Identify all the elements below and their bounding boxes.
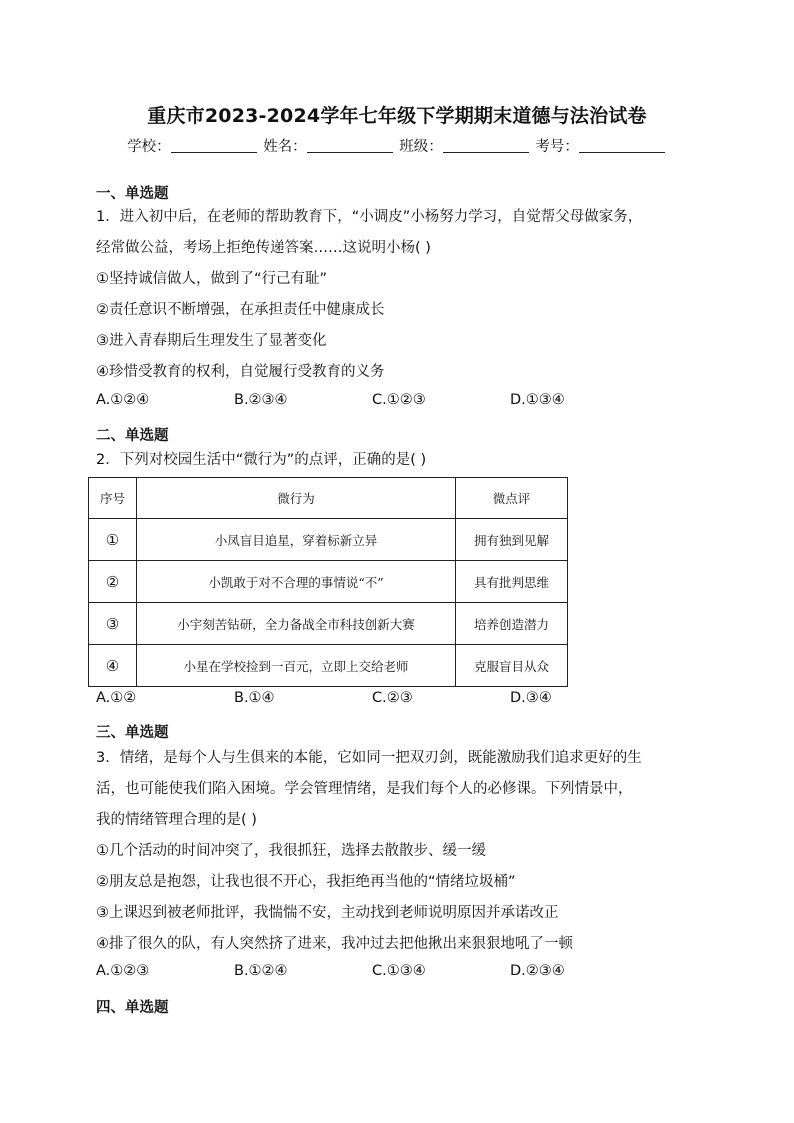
q3-statement: ③上课迟到被老师批评，我惴惴不安，主动找到老师说明原因并承诺改正	[96, 905, 559, 921]
q3-stem-line: 我的情绪管理合理的是( )	[96, 812, 257, 828]
choice-a[interactable]: A.①②④	[96, 392, 150, 408]
table-row	[89, 519, 568, 561]
table-row	[89, 603, 568, 645]
table-cell: 培养创造潜力	[456, 603, 568, 645]
q1-statement: ①坚持诚信做人，做到了“行己有耻”	[96, 271, 328, 287]
table-cell: ②	[89, 561, 137, 603]
q3-statement: ④排了很久的队，有人突然挤了进来，我冲过去把他揪出来狠狠地吼了一顿	[96, 936, 573, 952]
q1-statement: ④珍惜受教育的权利，自觉履行受教育的义务	[96, 364, 385, 380]
choice-d[interactable]: D.②③④	[510, 963, 565, 979]
table-cell: 小凤盲目追星，穿着标新立异	[137, 519, 456, 561]
table-header: 微行为	[137, 478, 456, 519]
table-cell: ①	[89, 519, 137, 561]
table-header: 序号	[89, 478, 137, 519]
table-cell: 具有批判思维	[456, 561, 568, 603]
table-cell: ③	[89, 603, 137, 645]
q3-statement: ②朋友总是抱怨，让我也很不开心，我拒绝再当他的“情绪垃圾桶”	[96, 874, 516, 890]
q1-statement: ②责任意识不断增强，在承担责任中健康成长	[96, 302, 385, 318]
choice-a[interactable]: A.①②③	[96, 963, 150, 979]
id-label: 考号：	[535, 139, 579, 155]
section-heading: 四、单选题	[96, 1000, 169, 1016]
table-header-row	[89, 478, 568, 519]
choice-b[interactable]: B.①②④	[234, 963, 288, 979]
q3-stem-line: 活，也可能使我们陷入困境。学会管理情绪，是我们每个人的必修课。下列情景中，	[96, 781, 633, 797]
behavior-table	[88, 477, 568, 687]
class-blank[interactable]	[443, 139, 529, 153]
choice-a[interactable]: A.①②	[96, 690, 137, 706]
name-label: 姓名：	[263, 139, 307, 155]
choice-b[interactable]: B.②③④	[234, 392, 288, 408]
table-cell: 小凯敢于对不合理的事情说“不”	[137, 561, 456, 603]
class-label: 班级：	[399, 139, 443, 155]
table-cell: 克服盲目从众	[456, 645, 568, 687]
choice-d[interactable]: D.①③④	[510, 392, 565, 408]
section-heading: 三、单选题	[96, 725, 169, 741]
id-blank[interactable]	[579, 139, 665, 153]
page-title: 重庆市2023-2024学年七年级下学期期末道德与法治试卷	[147, 105, 647, 127]
table-row	[89, 645, 568, 687]
table-cell: 小宇刻苦钻研，全力备战全市科技创新大赛	[137, 603, 456, 645]
table-cell: ④	[89, 645, 137, 687]
table-row	[89, 561, 568, 603]
table-cell: 拥有独到见解	[456, 519, 568, 561]
q3-statement: ①几个活动的时间冲突了，我很抓狂，选择去散散步、缓一缓	[96, 843, 486, 859]
q2-stem: 2．下列对校园生活中“微行为”的点评，正确的是( )	[96, 452, 427, 468]
q3-stem-line: 3．情绪，是每个人与生俱来的本能，它如同一把双刃剑，既能激励我们追求更好的生	[96, 750, 642, 766]
section-heading: 一、单选题	[96, 186, 169, 202]
choice-c[interactable]: C.①②③	[372, 392, 426, 408]
student-info-line	[0, 135, 794, 156]
q1-stem-line: 经常做公益，考场上拒绝传递答案……这说明小杨( )	[96, 240, 431, 256]
school-label: 学校：	[127, 139, 171, 155]
choice-b[interactable]: B.①④	[234, 690, 275, 706]
choice-c[interactable]: C.①③④	[372, 963, 426, 979]
school-blank[interactable]	[171, 139, 257, 153]
q1-stem-line: 1．进入初中后，在老师的帮助教育下，“小调皮”小杨努力学习，自觉帮父母做家务，	[96, 209, 643, 225]
section-heading: 二、单选题	[96, 428, 169, 444]
q1-statement: ③进入青春期后生理发生了显著变化	[96, 333, 327, 349]
table-cell: 小星在学校捡到一百元，立即上交给老师	[137, 645, 456, 687]
choice-d[interactable]: D.③④	[510, 690, 552, 706]
table-header: 微点评	[456, 478, 568, 519]
name-blank[interactable]	[307, 139, 393, 153]
choice-c[interactable]: C.②③	[372, 690, 413, 706]
